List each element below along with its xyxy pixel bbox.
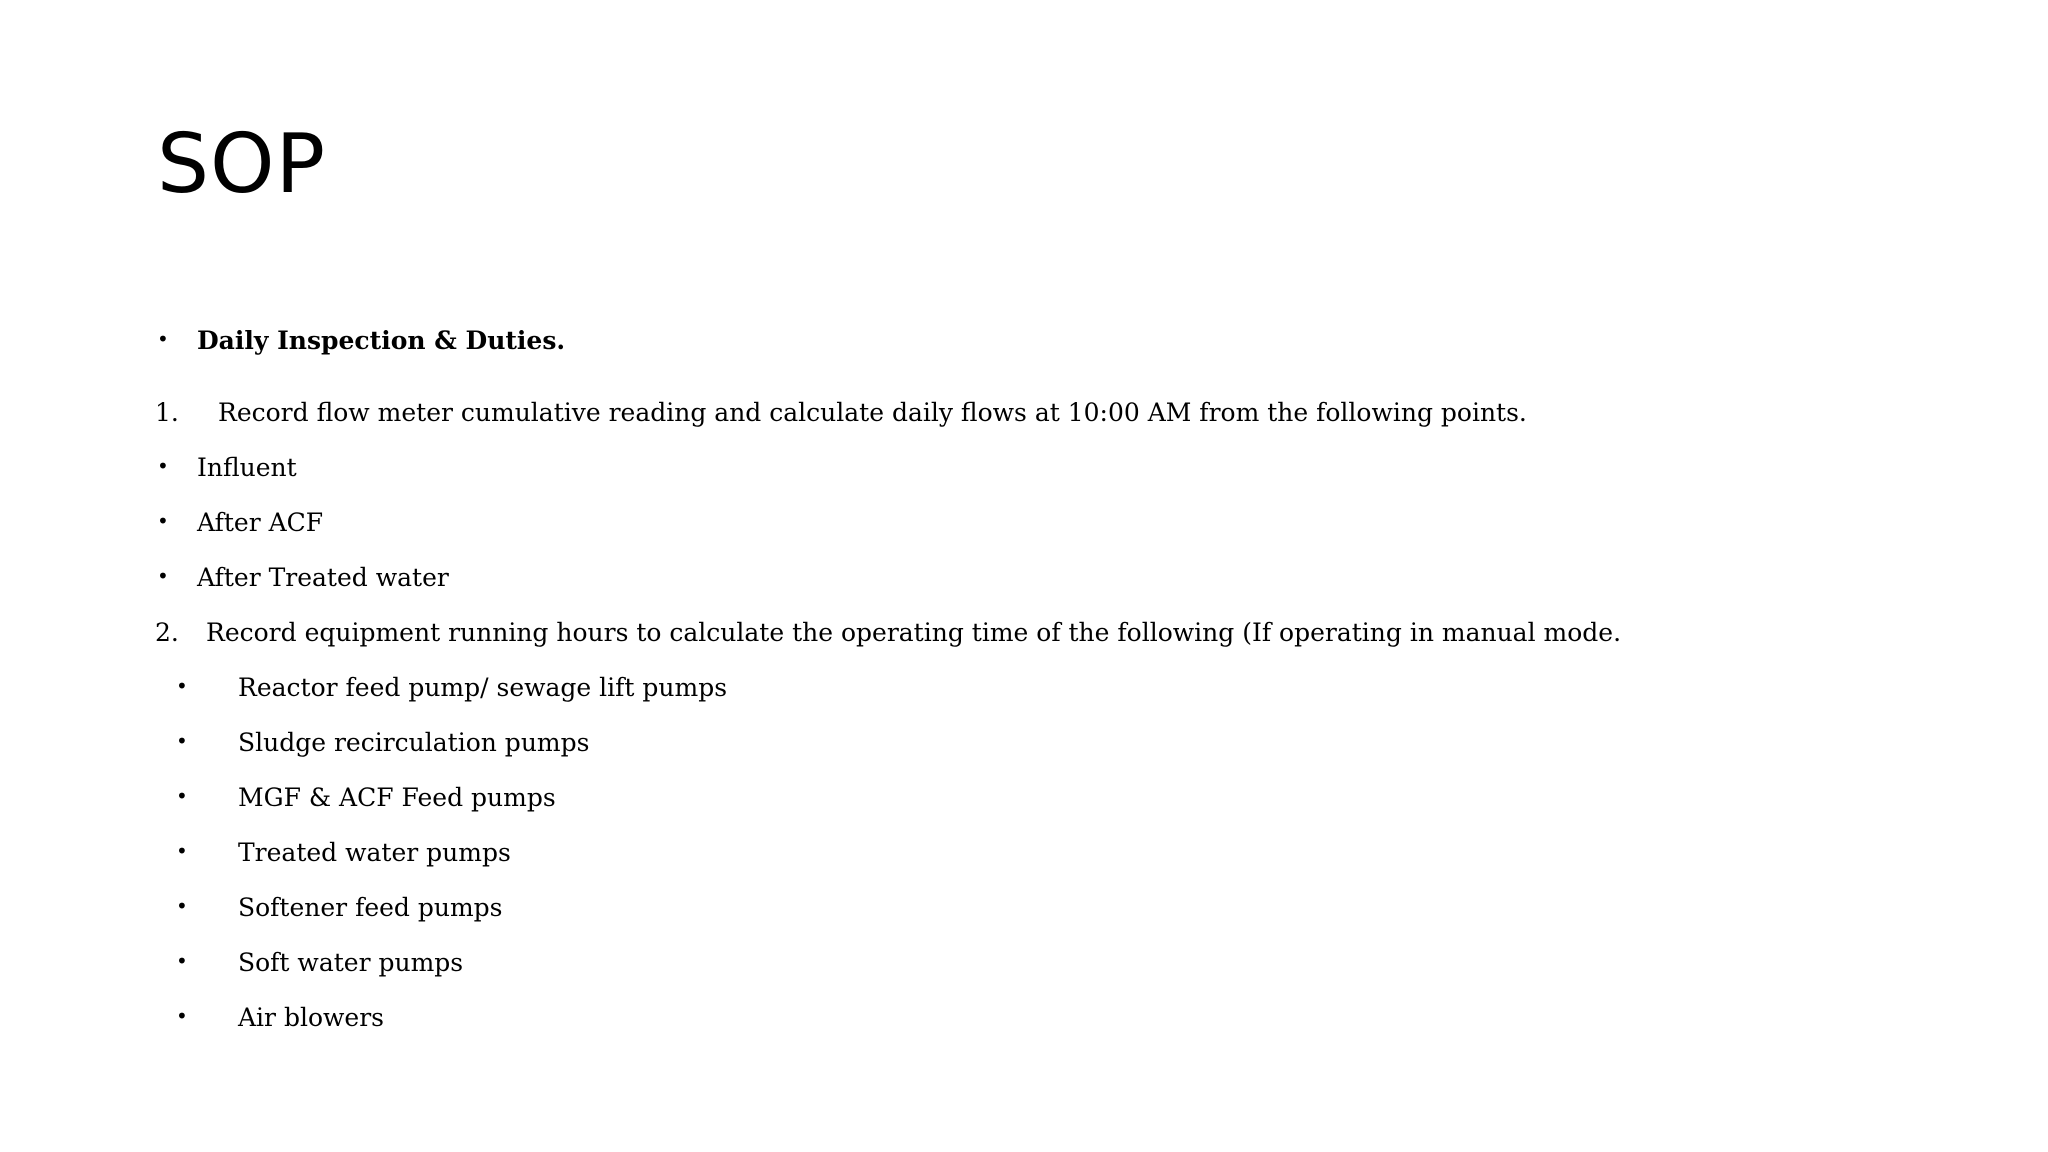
bullet-icon: • xyxy=(176,894,188,918)
bullet-icon: • xyxy=(176,784,188,808)
slide-title: SOP xyxy=(157,117,327,212)
bullet-icon: • xyxy=(157,327,169,351)
bullet-icon: • xyxy=(176,949,188,973)
bullet-icon: • xyxy=(157,564,169,588)
equipment-item: Soft water pumps xyxy=(238,948,464,977)
equipment-item: Treated water pumps xyxy=(238,838,511,867)
step-1-text: Record flow meter cumulative reading and calculate daily flows at 10:00 AM from the following points. xyxy=(218,398,1527,427)
equipment-item: Reactor feed pump/ sewage lift pumps xyxy=(238,673,728,702)
step-2-text: Record equipment running hours to calculate the operating time of the following (If operating in manual mode. xyxy=(206,618,1622,647)
equipment-item: MGF & ACF Feed pumps xyxy=(238,783,556,812)
equipment-item: Sludge recirculation pumps xyxy=(238,728,590,757)
bullet-icon: • xyxy=(176,729,188,753)
step-2-number: 2. xyxy=(155,618,179,647)
bullet-icon: • xyxy=(176,839,188,863)
bullet-icon: • xyxy=(157,454,169,478)
equipment-item: Air blowers xyxy=(238,1003,384,1032)
flow-point-item: After ACF xyxy=(197,508,324,537)
flow-point-item: Influent xyxy=(197,453,297,482)
section-heading: Daily Inspection & Duties. xyxy=(197,326,566,355)
bullet-icon: • xyxy=(176,674,188,698)
equipment-item: Softener feed pumps xyxy=(238,893,503,922)
bullet-icon: • xyxy=(157,509,169,533)
step-1-number: 1. xyxy=(155,398,179,427)
flow-point-item: After Treated water xyxy=(197,563,449,592)
bullet-icon: • xyxy=(176,1004,188,1028)
